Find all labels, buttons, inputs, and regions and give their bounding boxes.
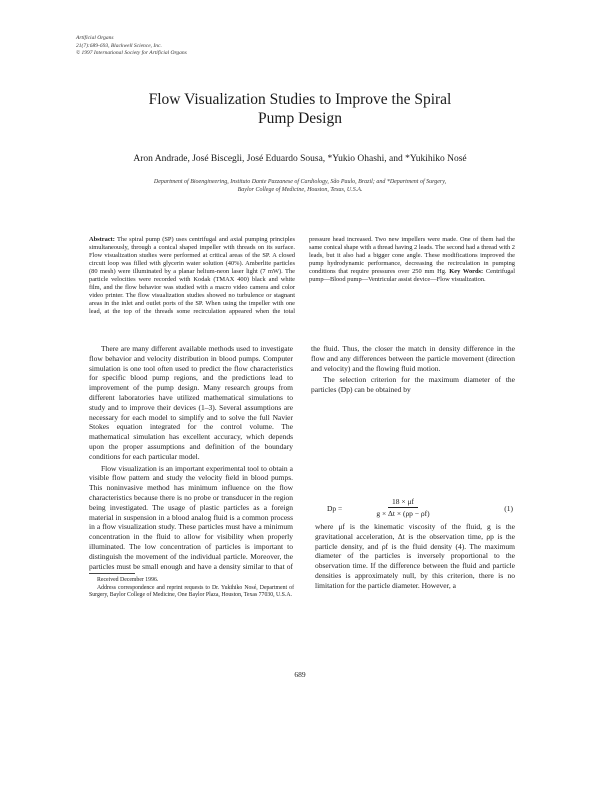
abstract-text: The spiral pump (SP) uses centrifugal and axial pumping principles simultaneously, through a conical shaped impeller with threads on its surface. Flow visualization studies were performed at critical areas of the SP. A closed circuit loop was filled with glycerin water solution (40%). Amberlite particles (80 mesh) were illuminated by a planar helium-neon laser light (7 mW). The particle velocities were recorded with Kodak (TMAX 400) black and white film, and the flow behavior was studied with a macro video camera and color video printer. The flow visualization studies showed no turbulence or stagnant areas in the inlet and outlet ports of the SP. When using the impeller with one lead, at the top of the threads some recirculation appeared when the total pressure head increased. Two new impellers were made. One of them had the same conical shape with a thread having 2 leads. The second had a thread with 2 leads, but it also had a bigger cone angle. These modifications improved the pump hydrodynamic performance, decreasing the recirculation in pumping conditions that require pressures over 250 mm Hg. [89, 236, 515, 315]
masthead-copyright: © 1997 International Society for Artificial Organs [76, 50, 187, 56]
footnote-address: Address correspondence and reprint requests to Dr. Yukihiko Nosé, Department of Surgery, Baylor College of Medicine, One Baylor Plaza, Houston, Texas 77030, U.S.A. [89, 584, 294, 598]
abstract [89, 236, 515, 322]
paragraph-1: There are many different available methods used to investigate flow behavior and velocity distribution in blood pumps. Computer simulation is one tool often used to predict the flow characteristics for specific blood pump regions, and the predictions lead to improvement of the pump design. Many research groups from different laboratories have utilized mathematical simulations to study and to improve their devices (1–3). Several assumptions are necessary for each model to simplify and to solve the full Navier Stokes equation integrated for the control volume. The mathematical simulation has excellent accuracy, which depends upon the proper assumptions and definition of the boundary conditions for each particular model. [89, 344, 293, 461]
paragraph-2: Flow visualization is an important experimental tool to obtain a visible flow pattern and study the velocity field in blood pumps. This noninvasive method has minimum influence on the flow characteristics because there is no probe or transducer in the region being investigated. The usage of plastic particles as a foreign material in suspension in a blood analog fluid is a common process in a flow visualization study. These particles must have a minimum concentration in the fluid to allow for visibility when properly illuminated. The low concentration of particles is important to distinguish the movement of the individual particle. Moreover, the particles must be small enough and have a density similar to that of the fluid. Thus, the closer the match in density difference in the flow and any differences between the particle movement (direction and velocity) and the flowing fluid motion. [89, 344, 515, 571]
abstract-label: Abstract: [89, 236, 115, 243]
masthead-journal-name: Artificial Organs [76, 35, 114, 41]
journal-masthead [76, 35, 187, 58]
equation-denominator: g × Δt × (ρp − ρf) [376, 509, 430, 518]
footnotes [89, 577, 294, 600]
equation-number: (1) [504, 504, 513, 513]
masthead-citation: 21(7):689-693, Blackwell Science, Inc. [76, 42, 162, 49]
paragraph-after-equation: where μf is the kinematic viscosity of the fluid, g is the gravitational acceleration, Δt is the observation time, ρp is the particle density, and ρf is the fluid density (4). The maximum diameter of the particles is inversely proportional to the observation time. If the difference between the fluid and particle densities is approximately null, by this criterion, there is no limitation for the particle diameter. However, a [315, 522, 515, 590]
paragraph-3: The selection criterion for the maximum diameter of the particles (Dp) can be obtained by [311, 375, 515, 395]
page-number: 689 [294, 670, 306, 679]
affiliation [90, 178, 510, 194]
equation-lhs: Dp = [327, 504, 343, 513]
footnote-divider [89, 573, 135, 574]
title-line-1: Flow Visualization Studies to Improve the Spiral [148, 91, 452, 108]
article-title [80, 90, 520, 128]
keywords-label: Key Words: [449, 268, 484, 275]
keywords-text: Centrifugal pump—Blood pump—Ventricular assist device—Flow visualization. [309, 268, 516, 283]
author-list: Aron Andrade, José Biscegli, José Eduardo Sousa, *Yukio Ohashi, and *Yukihiko Nosé [133, 154, 467, 164]
equation-numerator: 18 × μf [388, 497, 418, 508]
title-line-2: Pump Design [258, 110, 342, 127]
affiliation-line-2: Baylor College of Medicine, Houston, Texas, U.S.A. [237, 187, 363, 193]
equation-1 [315, 495, 515, 519]
affiliation-line-1: Department of Bioengineering, Instituto Dante Pazzanese of Cardiology, São Paulo, Brazil; and *Department of Surgery, [153, 179, 447, 185]
equation-fraction [353, 497, 453, 518]
footnote-received: Received December 1996. [97, 577, 159, 583]
